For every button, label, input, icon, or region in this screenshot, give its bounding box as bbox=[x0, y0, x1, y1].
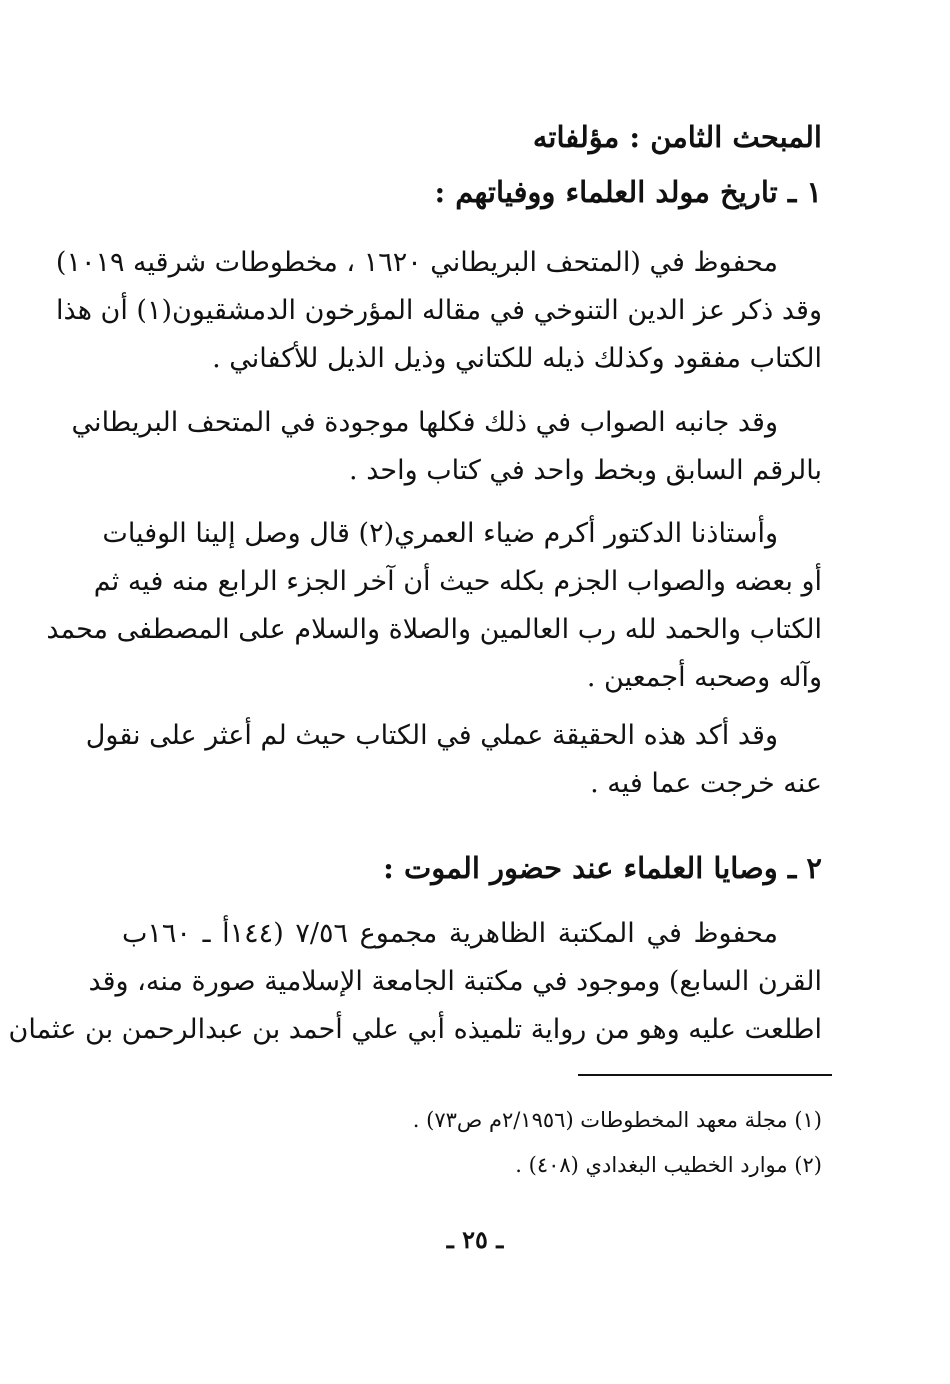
paragraph-line: وآله وصحبه أجمعين . bbox=[586, 662, 822, 693]
paragraph-line: محفوظ في المكتبة الظاهرية مجموع ٧/٥٦ (١٤٤أ ـ ١٦٠ب bbox=[122, 918, 778, 949]
paragraph-line: وقد ذكر عز الدين التنوخي في مقاله المؤرخون الدمشقيون(١) أن هذا bbox=[56, 295, 822, 326]
paragraph-line: الكتاب والحمد لله رب العالمين والصلاة والسلام على المصطفى محمد bbox=[46, 614, 822, 645]
paragraph-line: بالرقم السابق وبخط واحد في كتاب واحد . bbox=[349, 455, 822, 486]
section-title: المبحث الثامن : مؤلفاته bbox=[532, 120, 822, 154]
paragraph-line: الكتاب مفقود وكذلك ذيله للكتاني وذيل الذيل للأكفاني . bbox=[212, 343, 822, 374]
paragraph-line: وقد جانبه الصواب في ذلك فكلها موجودة في المتحف البريطاني bbox=[71, 407, 778, 438]
work-heading-2: ٢ ـ وصايا العلماء عند حضور الموت : bbox=[383, 851, 822, 885]
paragraph-line: اطلعت عليه وهو من رواية تلميذه أبي علي أحمد بن عبدالرحمن بن عثمان bbox=[8, 1014, 822, 1045]
paragraph-line: محفوظ في (المتحف البريطاني ١٦٢٠ ، مخطوطات شرقيه ١٠١٩) bbox=[55, 247, 778, 278]
footnote-1: (١) مجلة معهد المخطوطات (٢/١٩٥٦م ص٧٣) . bbox=[412, 1108, 822, 1132]
paragraph-line: عنه خرجت عما فيه . bbox=[590, 768, 822, 799]
work-heading-1: ١ ـ تاريخ مولد العلماء ووفياتهم : bbox=[434, 175, 822, 209]
page-number: ـ ٢٥ ـ bbox=[446, 1225, 504, 1254]
paragraph-line: أو بعضه والصواب الجزم بكله حيث أن آخر الجزء الرابع منه فيه ثم bbox=[93, 566, 822, 597]
paragraph-line: القرن السابع) وموجود في مكتبة الجامعة الإسلامية صورة منه، وقد bbox=[88, 966, 822, 997]
footnote-separator bbox=[578, 1074, 832, 1076]
paragraph-line: وأستاذنا الدكتور أكرم ضياء العمري(٢) قال وصل إلينا الوفيات bbox=[102, 518, 778, 549]
footnote-2: (٢) موارد الخطيب البغدادي (٤٠٨) . bbox=[515, 1153, 822, 1177]
paragraph-line: وقد أكد هذه الحقيقة عملي في الكتاب حيث لم أعثر على نقول bbox=[85, 720, 778, 751]
